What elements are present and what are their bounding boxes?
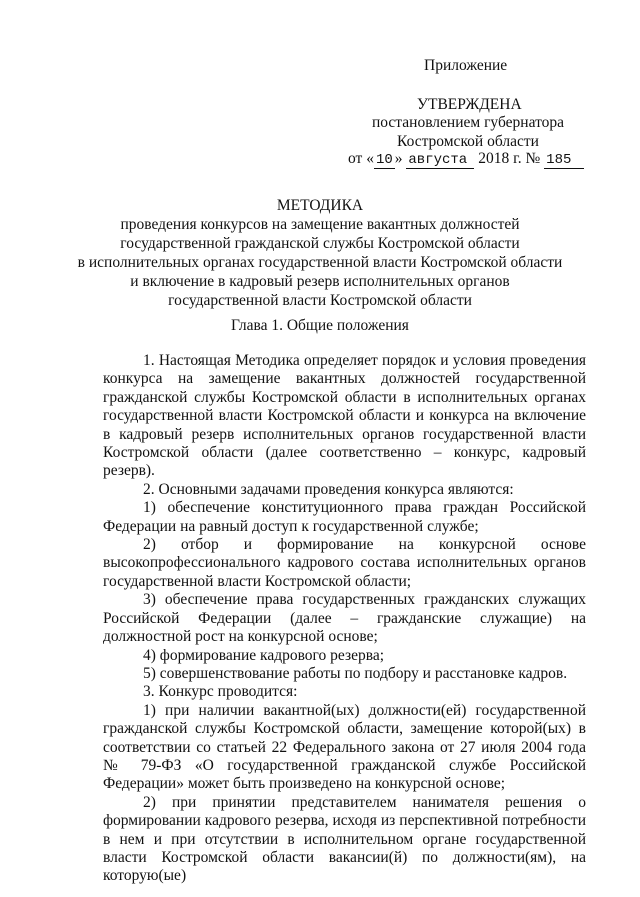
decree-label: постановлением губернатора (372, 114, 565, 131)
paragraph: 3) обеспечение права государственных гражданских служащих Российской Федерации (далее – гражданские служащие) на должностной рост на конкурсной основе; (103, 591, 586, 646)
paragraph: 2) отбор и формирование на конкурсной основе высокопрофессионального кадрового состава исполнительных органов государственной власти Костромской области; (103, 536, 586, 590)
paragraph: 3. Конкурс проводится: (143, 683, 298, 701)
title-line: проведения конкурсов на замещение вакантных должностей (120, 216, 520, 233)
date-mid: » (394, 150, 403, 167)
title-line: в исполнительных органах государственной власти Костромской области (77, 254, 563, 271)
date-month: августа (406, 153, 474, 169)
title-line: государственной гражданской службы Костромской области (120, 235, 520, 252)
date-prefix: от « (348, 150, 374, 167)
paragraph: 1. Настоящая Методика определяет порядок и условия проведения конкурса на замещение вакантных должностей государственной гражданской службы Костромской области в исполнительных органах государственной власти Костромской области и конкурса на включение в кадровый резерв исполнительных органов государственной власти Костромской области (далее соответственно – конкурс, кадровый резерв). (103, 352, 586, 480)
document-body (103, 352, 586, 886)
title-line: государственной власти Костромской области (168, 292, 472, 309)
paragraph: 1) обеспечение конституционного права граждан Российской Федерации на равный доступ к государственной службе; (103, 499, 586, 535)
title-heading: МЕТОДИКА (276, 197, 364, 214)
date-year: 2018 г. № (478, 150, 541, 167)
appendix-label: Приложение (424, 57, 508, 74)
paragraph: 2) при принятии представителем нанимателя решения о формировании кадрового резерва, исходя из перспективной потребности в нем и при отсутствии в исполнительном органе государственной власти Костромской области вакансии(й) по должности(ям), на которую(ые) (103, 793, 586, 885)
date-day: 10 (375, 152, 393, 168)
decree-number: 185 (544, 153, 584, 169)
paragraph: 5) совершенствование работы по подбору и расстановке кадров. (143, 664, 568, 682)
decree-date (348, 150, 584, 169)
paragraph: 2. Основными задачами проведения конкурса являются: (143, 480, 514, 498)
chapter-heading: Глава 1. Общие положения (231, 317, 409, 334)
title-line: и включение в кадровый резерв исполнительных органов (130, 273, 510, 290)
paragraph: 4) формирование кадрового резерва; (143, 646, 385, 664)
paragraph: 1) при наличии вакантной(ых) должности(ей) государственной гражданской службы Костромской области, замещение которой(ых) в соответствии со статьей 22 Федерального закона от 27 июля 2004 года № 79-ФЗ «О государственной гражданской службе Российской Федерации» может быть произведено на конкурсной основе; (103, 701, 586, 793)
region-label: Костромской области (397, 133, 539, 150)
approved-label: УТВЕРЖДЕНА (417, 96, 522, 113)
document-title (60, 196, 580, 310)
